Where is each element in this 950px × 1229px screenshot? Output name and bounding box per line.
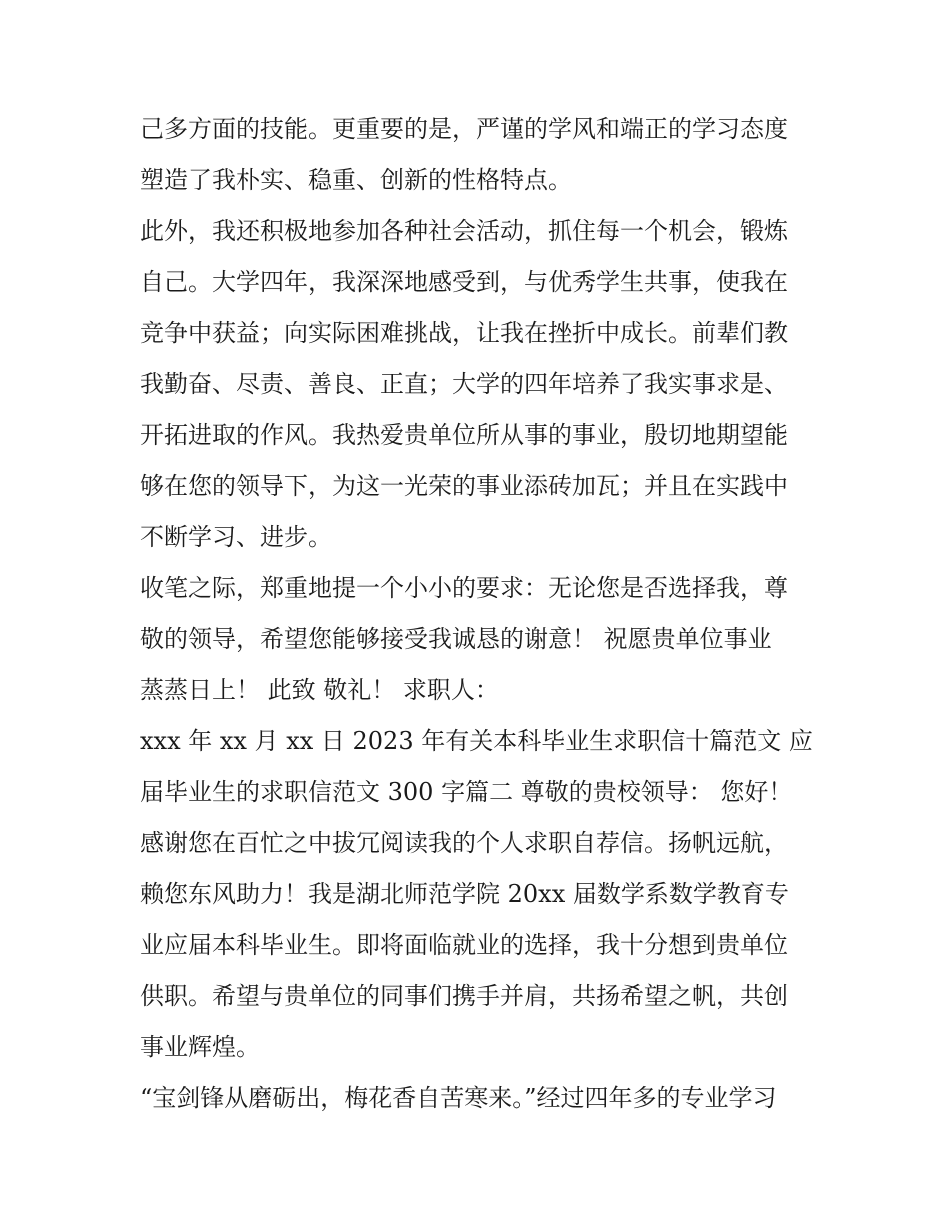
text-line: 届毕业生的求职信范文 300 字篇二 尊敬的贵校领导： 您好！ xyxy=(140,778,793,806)
text-line: 够在您的领导下，为这一光荣的事业添砖加瓦；并且在实践中 xyxy=(140,472,788,500)
text-line: 不断学习、进步。 xyxy=(140,523,332,551)
text-line: 事业辉煌。 xyxy=(140,1033,260,1061)
text-line: 供职。希望与贵单位的同事们携手并肩，共扬希望之帆，共创 xyxy=(140,982,788,1010)
text-line: 蒸蒸日上！ 此致 敬礼！ 求职人： xyxy=(140,676,499,704)
text-line: 塑造了我朴实、稳重、创新的性格特点。 xyxy=(140,166,572,194)
text-line: 我勤奋、尽责、善良、正直；大学的四年培养了我实事求是、 xyxy=(140,370,788,398)
text-line: 赖您东风助力！我是湖北师范学院 20xx 届数学系数学教育专 xyxy=(140,880,789,908)
text-line: 开拓进取的作风。我热爱贵单位所从事的事业，殷切地期望能 xyxy=(140,421,788,449)
document-body xyxy=(140,104,830,1124)
text-line: 感谢您在百忙之中拔冗阅读我的个人求职自荐信。扬帆远航， xyxy=(140,829,788,857)
text-line: 此外，我还积极地参加各种社会活动，抓住每一个机会，锻炼 xyxy=(140,217,788,245)
text-line: “宝剑锋从磨砺出，梅花香自苦寒来。”经过四年多的专业学习 xyxy=(140,1084,777,1112)
text-line: 业应届本科毕业生。即将面临就业的选择，我十分想到贵单位 xyxy=(140,931,788,959)
text-line: 敬的领导，希望您能够接受我诚恳的谢意！ 祝愿贵单位事业 xyxy=(140,625,772,653)
text-line: 己多方面的技能。更重要的是，严谨的学风和端正的学习态度 xyxy=(140,115,788,143)
text-line: 收笔之际，郑重地提一个小小的要求：无论您是否选择我，尊 xyxy=(140,574,788,602)
text-line: 自己。大学四年，我深深地感受到，与优秀学生共事，使我在 xyxy=(140,268,788,296)
text-line: 竞争中获益；向实际困难挑战，让我在挫折中成长。前辈们教 xyxy=(140,319,788,347)
text-line: xxx 年 xx 月 xx 日 2023 年有关本科毕业生求职信十篇范文 应 xyxy=(140,727,813,755)
